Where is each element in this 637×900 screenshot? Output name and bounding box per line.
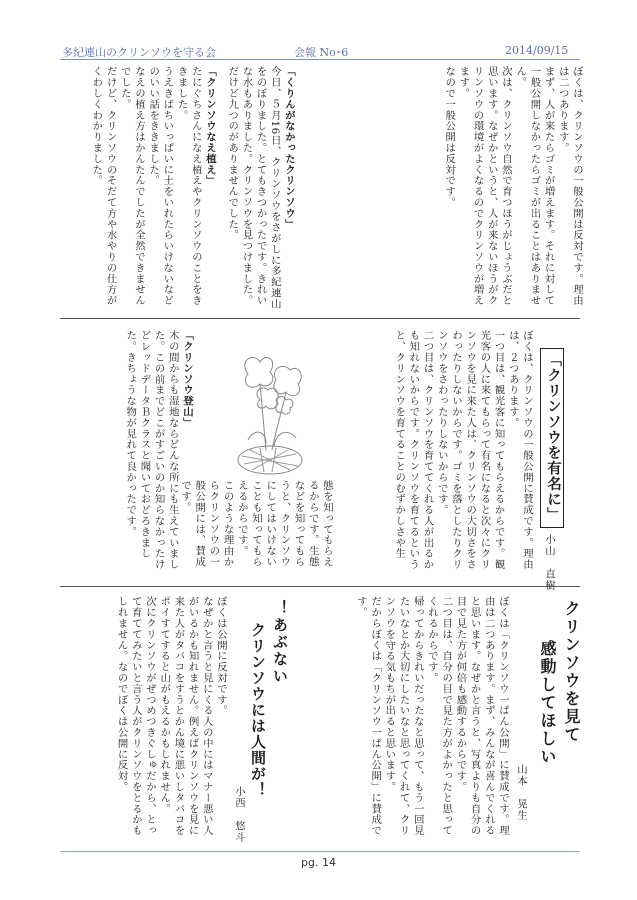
middle-body-3-text: 木の間からも湿地ならどんな所にも生えていました。この前までどこがすごいのか知らなかったけどレッドデータＢクラスと聞いておどろきました。きちょうな物が見れて良かったです。 bbox=[124, 330, 179, 570]
middle-author: 小山 直樹 bbox=[543, 534, 555, 591]
flower-drawing bbox=[220, 348, 320, 480]
bottom-author-2: 小西 悠斗 bbox=[233, 786, 245, 843]
heading-kurin: 「くりんがなかったクリンソウ」 bbox=[283, 66, 295, 230]
bottom-body-2-text: ぼくは公開に反対です。 なぜかと言うと見にくる人の中にはマナー悪い人がいるかも知れません。例えばクリンソウを見に来た人がタバコをすうとかん境に悪いしタバコをポイすてすると山がもえるかもしれません。 次にクリンソウがぜつめつきぐしゅだから、とって育ててみたいと言う人がクリンソウをとるかもしれません。なのでぼくは公開に反対。 bbox=[115, 596, 227, 836]
header-org: 多紀連山のクリンソウを守る会 bbox=[62, 46, 216, 59]
middle-body-1-text: ぼくは、クリンソウの一般公開に賛成です。理由は、２つあります。 一つ目は、観光客に知ってもらえるからです。観光客の人に来てもらって有名になると次々にクリンソウを見に来た人は、クリンソウの大切さをさわったりしないからです。ゴミを落としたりクリンソウをさわったりしないからです。 二つ目は、クリンソウを育ててくれる人が出るかも知れないからです。クリンソウを育てるというと、クリンソウを育てることのむずかしさや生 bbox=[393, 330, 533, 570]
bottom-title-line2: 感動してほしい bbox=[538, 640, 557, 766]
flower-soil bbox=[242, 448, 298, 472]
header-date: 2014/09/15 bbox=[505, 44, 569, 57]
para-kurin: 今日、５月16日、クリンソウをさがしに多紀連山をのぼりました。とてもきつかったです。きれいな水もありました。クリンソウを見つけました。 だけど九つのがありませんでした。 bbox=[226, 66, 281, 310]
middle-body-1 bbox=[338, 330, 534, 578]
middle-title: 「クリンソウを有名に」 bbox=[545, 352, 561, 523]
flower-leaf bbox=[274, 432, 296, 446]
page-number: pg. 14 bbox=[301, 856, 336, 869]
flower-stem bbox=[260, 384, 266, 450]
bottom-body-2 bbox=[58, 596, 228, 844]
middle-body-2-text: 態を知ってもらえるからです。生態などを知ってもらうと、クリンソウにしてはいけないことも知ってもらえるからです。 このような理由からクリンソウの一般公開には、賛成です。 bbox=[178, 480, 333, 568]
top-right-article bbox=[300, 66, 584, 310]
header-rule bbox=[60, 59, 580, 60]
heading-naeue: 「クリンソウなえ植え」 bbox=[203, 66, 216, 186]
para-naeue: たにぐちさんになえ植えやクリンソウのことをききました。 うえきばちいっぱいに土をいれたらいけないなどのいい話をききました。 なえの植え方はかんたんでしたが全然できませんでした。 だけど、クリンソウのそだて方や水やりの仕方がくわしくわかりました。 bbox=[90, 66, 202, 306]
heading-tozan: 「クリンソウ登山」 bbox=[181, 330, 193, 429]
bottom-title2-line1: ！あぶない bbox=[271, 600, 289, 685]
flower-petal bbox=[274, 366, 301, 395]
flower-leaf bbox=[248, 432, 266, 444]
section-divider-2 bbox=[60, 586, 580, 587]
flower-stem bbox=[272, 392, 286, 450]
top-right-body: ぼくは、クリンソウの一般公開は反対です。理由は二つあります。 まず、人が来たらゴミが増えます。それに対して一般公開しなかったらゴミが出ることはありません。 次は、クリンソウ自然で育つほうがじょうぶだと思います。なぜかというと、人が来ないほうがクリンソウの環境がよくなるのでクリンソウが増えます。 なので一般公開は反対です。 bbox=[443, 66, 583, 306]
flower-petal bbox=[245, 357, 273, 387]
header-issue: 会報 No･6 bbox=[294, 46, 349, 59]
top-left-article bbox=[58, 66, 296, 310]
bottom-title-line1: クリンソウを見て bbox=[562, 600, 581, 744]
bottom-title2-line2: クリンソウには人間が！ bbox=[249, 622, 267, 798]
bottom-body-1 bbox=[300, 596, 510, 844]
middle-body-2-wrap bbox=[178, 480, 334, 578]
bottom-body-1-text: ぼくは「クリンソウ一ぱん公開」に賛成です。理由は二つあります。まず、みんなが喜んでくれると思います。なぜかと言うと、写真よりも自分の目で見た方が何倍も感動するからです。 二つ目は、自分の目で見た方がよかったと思ってくれるからです。 帰ってからきれいだったなと思って、もう一回見たいなとか大切にしたいなと思ってくれて、クリンソウを守る気もちが出ると思います。 だからぼくは「クリンソウ一ぱん公開」に賛成です。 bbox=[354, 596, 509, 836]
bottom-author-1: 山本 晃生 bbox=[515, 764, 527, 821]
section-divider-1 bbox=[60, 318, 580, 319]
middle-body-3 bbox=[58, 330, 194, 578]
footer-rule bbox=[60, 851, 580, 852]
